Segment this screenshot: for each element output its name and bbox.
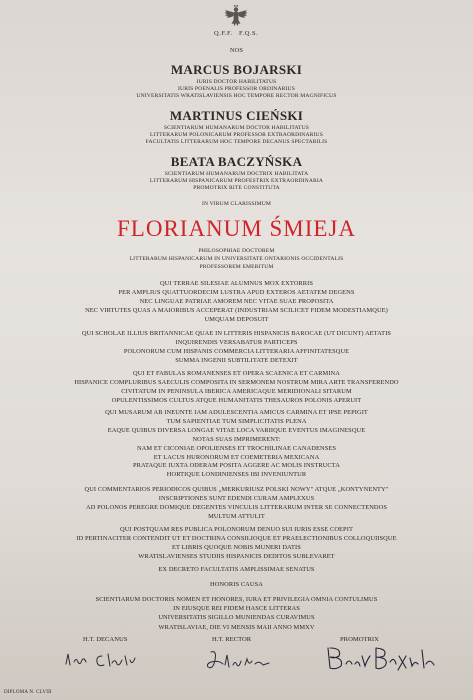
signatory-title: SCIENTIARUM HUMANARUM DOCTRIX HABILITATA [164, 171, 309, 177]
text-line: QUI POSTQUAM RES PUBLICA POLONORUM DENUO SUI IURIS ESSE COEPIT [120, 526, 353, 533]
polish-eagle-icon [223, 4, 249, 30]
text-line: EAQUE QUIBUS DIVERSA LONGAE VITAE LOCA VARIIQUE EVENTUS IMAGINESQUE [107, 426, 366, 434]
signatory-title: IURIS POENALIS PROFESSOR ORDINARIUS [178, 86, 295, 92]
text-line: INSCRIPTIONES SUNT EDENDI CURAM AMPLEXUS [158, 494, 315, 502]
text-line: ET LIBRIS QUOQUE NOBIS MUNERI DATIS [172, 543, 301, 551]
decree-line: EX DECRETO FACULTATIS AMPLISSIMAE SENATUS [158, 566, 315, 573]
laudatio-paragraph [0, 370, 473, 406]
date-line: WRATISLAVIAE, DIE VI MENSIS MAII ANNO MMXV [158, 624, 315, 631]
rector-signature [205, 648, 275, 674]
signatory-title: PROMOTRIX RITE CONSTITUTA [193, 185, 280, 191]
diploma-number: DIPLOMA N. CLVIII [4, 690, 52, 695]
signatory-title: LITTERARUM POLONICARUM PROFESSOR EXTRAORDINARIUS [149, 132, 323, 138]
text-line: ET LACUS HURONORUM ET COEMETERIA MEXICANA [153, 453, 320, 461]
text-line: QUI COMMENTARIOS PERIODICOS QUIBUS „MERKURIUSZ POLSKI NOWY" ATQUE „KONTYNENTY" [84, 486, 389, 493]
text-line: NEC VIRTUTES QUAS A MAIORIBUS ACCEPERAT (INDUSTRIAM SCILICET FIDEM MODESTIAMQUE) [85, 306, 388, 314]
text-line: QUI TERRAE SILESIAE ALUMNUS MOX EXTORRIS [159, 280, 314, 287]
honoree-title: PROFESSOREM EMERITUM [199, 264, 274, 270]
text-line: HORTIQUE LONDINIENSES IBI INVENIUNTUR [166, 471, 307, 479]
text-line: POLONORUM CUM HISPANIS COMMERCIA LITTERARIA AFFINITATESQUE [123, 347, 350, 355]
text-line: QUI ET FABULAS ROMANENSES ET OPERA SCAENICA ET CARMINA [133, 370, 340, 377]
text-line: PER AMPLIUS QUATTUORDECIM LUSTRA APUD EXTEROS AETATEM DEGENS [118, 288, 355, 296]
text-line: NEC LINGUAE PATRIAE AMOREM NEC VITAE SUAE PROPOSITA [139, 297, 334, 305]
honoris-causa-line: HONORIS CAUSA [210, 581, 263, 588]
signature-label-promotrix: PROMOTRIX [340, 636, 379, 643]
signatory-title: FACULTATIS LITTERARUM HOC TEMPORE DECANUS SPECTABILIS [145, 139, 328, 145]
text-line: AD POLONOS PEREGRE DOMIQUE DEGENTES VINCULIS LITTERARUM INTER SE CONNECTENDOS [85, 503, 387, 511]
text-line: QUI MUSARUM AB INEUNTE IAM ADULESCENTIA AMICUS CARMINA ET IPSE PEPIGIT [105, 409, 368, 416]
text-line: TUM SAPIENTIAE TUM SIMPLICITATIS PLENA [166, 417, 307, 425]
signatory-name: BEATA BACZYŃSKA [170, 154, 303, 169]
signatory-title: UNIVERSITATIS WRATISLAVIENSIS HOC TEMPORE RECTOR MAGNIFICUS [136, 93, 337, 99]
text-line: PRATAQUE IUXTA ODERAM POSITA AGGERE AC MOLIS INSTRUCTA [133, 462, 340, 470]
signatory-title: IURIS DOCTOR HABILITATUS [196, 79, 277, 85]
promotrix-signature [322, 642, 442, 674]
text-line: ID PERTINACITER CONTENDIT UT ET DOCTRINA CONSILIOQUE ET PRAELECTIONIBUS COLLOQUIISQUE [76, 534, 397, 542]
conferral-paragraph [0, 596, 473, 623]
signature-label-rector: H.T. RECTOR [212, 636, 252, 643]
text-line: CIVITATUM IN PENINSULA IBERICA AMERICAQUE MERIDIONALI SITARUM [121, 387, 352, 395]
text-line: HISPANICE COMPLURIBUS SAECULIS COMPOSITA IN SERMONEM NOSTRUM MIRA ARTE TRANSFERENDO [74, 378, 399, 386]
nos-heading: NOS [229, 47, 244, 54]
text-line: SCIENTIARUM DOCTORIS NOMEN ET HONORES, IURA ET PRIVILEGIA OMNIA CONTULIMUS [95, 596, 378, 603]
signatory-name: MARCUS BOJARSKI [170, 62, 303, 77]
laudatio-paragraph [0, 409, 473, 480]
signatory-name: MARTINUS CIEŃSKI [169, 108, 304, 123]
honoree-title: LITTERARUM HISPANICARUM IN UNIVERSITATE ONTARIONIS OCCIDENTALIS [129, 256, 344, 262]
honoree-name: FLORIANUM ŚMIEJA [117, 216, 356, 241]
text-line: IN EIUSQUE REI FIDEM HASCE LITTERAS [173, 604, 300, 612]
laudatio-paragraph [0, 526, 473, 562]
text-line: NOTAS SUAS IMPRIMERENT: [192, 435, 281, 443]
signatory-title: LITTERARUM HISPANICARUM PROFESTRIX EXTRAORDINARIA [149, 178, 324, 184]
dean-signature [62, 648, 142, 672]
in-virum-line: IN VIRUM CLARISSIMUM [201, 201, 272, 207]
text-line: WRATISLAVIENSES STUDIIS HISPANICIS DEDITOS SUBLEVARET [138, 552, 335, 560]
text-line: MULTUM ATTULIT [208, 512, 265, 520]
text-line: INQUIRENDIS VERSABATUR PARTICEPS [175, 338, 298, 346]
text-line: OPULENTISSIMOS CULTUS ATQUE HUMANITATIS THESAUROS POLONIS APERUIT [111, 396, 362, 404]
left-tag: Q.F.F. [214, 30, 233, 37]
laudatio-paragraph [0, 330, 473, 366]
laudatio-paragraph [0, 280, 473, 325]
signature-label-decanus: H.T. DECANUS [83, 636, 128, 643]
signatory-title: SCIENTIARUM HUMANARUM DOCTOR HABILITATUS [163, 125, 310, 131]
text-line: UMQUAM DEPOSUIT [204, 315, 269, 323]
text-line: NAM ET CICONIAE OPOLIENSES ET TROCHILINAE CANADENSES [136, 444, 337, 452]
laudatio-paragraph [0, 486, 473, 522]
right-tag: F.Q.S. [239, 30, 259, 37]
text-line: SUMMA INGENII SUBTILITATE DETEXIT [175, 356, 298, 364]
honoree-title: PHILOSOPHIAE DOCTOREM [198, 248, 275, 254]
text-line: QUI SCHOLAE ILLIUS BRITANNICAE QUAE IN LITTERIS HISPANICIS BAROCAE (UT DICUNT) AETATIS [81, 330, 392, 337]
text-line: UNIVERSITATIS SIGILLO MUNIENDAS CURAVIMUS [158, 613, 315, 621]
